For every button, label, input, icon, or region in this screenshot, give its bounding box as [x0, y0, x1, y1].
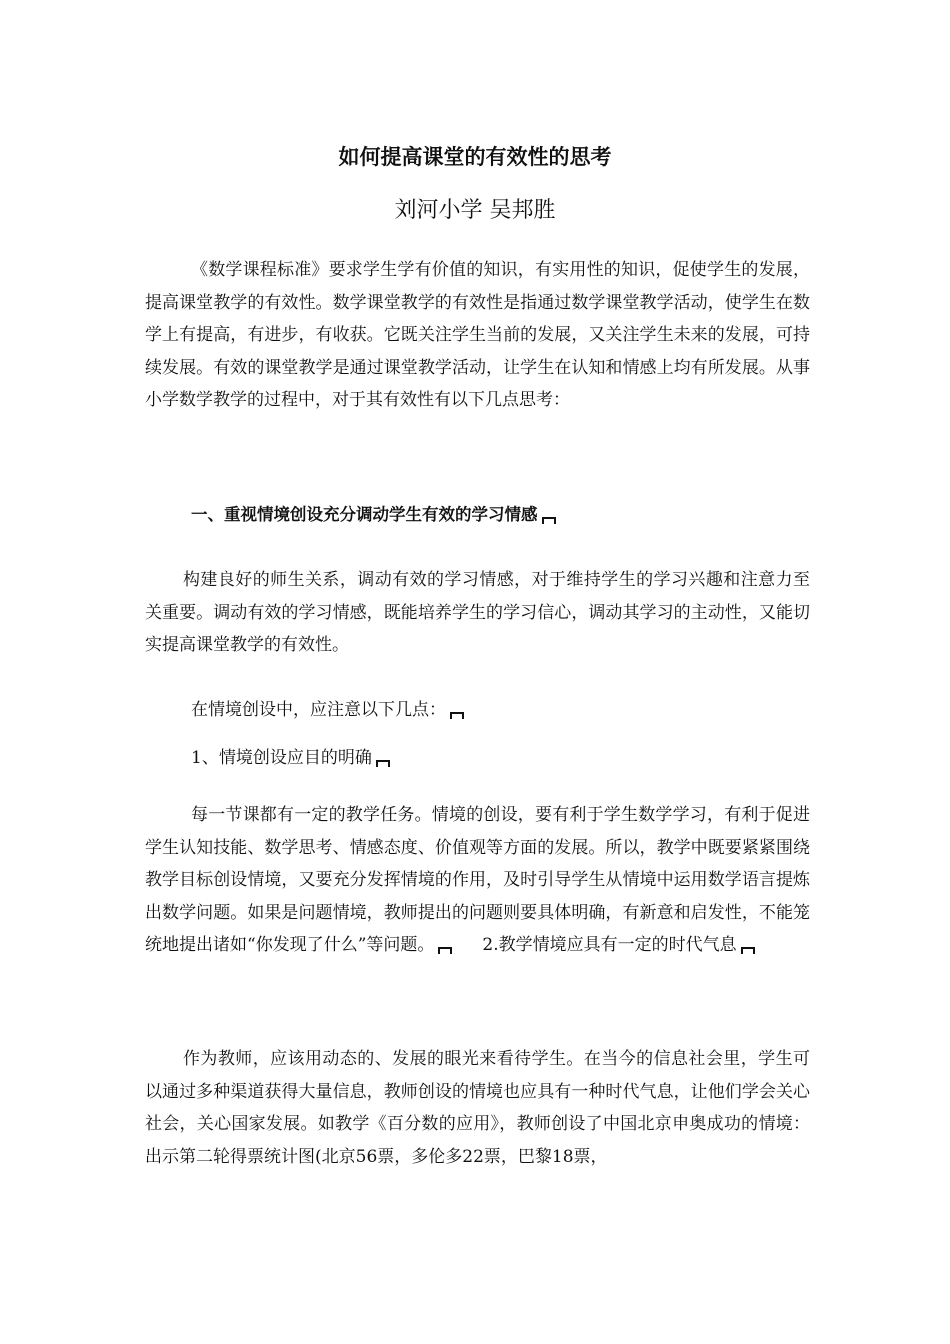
section1-paragraph-1 [145, 564, 810, 662]
point2-heading-text: 教学情境应具有一定的时代气息 [498, 935, 737, 955]
point2-number: 2. [482, 935, 499, 955]
document-author: 刘河小学 吴邦胜 [394, 198, 556, 223]
point1-heading [145, 742, 810, 775]
point1-paragraph [145, 799, 810, 962]
intro-text: 《数学课程标准》要求学生学有价值的知识，有实用性的知识，促使学生的发展，提高课堂教学的有效性。数学课堂教学的有效性是指通过数学课堂教学活动，使学生在数学上有提高，有进步，有收获。它既关注学生当前的发展，又关注学生未来的发展，可持续发展。有效的课堂教学是通过课堂教学活动，让学生在认知和情感上均有所发展。从事小学数学教学的过程中，对于其有效性有以下几点思考： [145, 260, 810, 410]
paragraph-mark-icon [438, 947, 452, 954]
section1-p2-text: 在情境创设中，应注意以下几点： [191, 700, 446, 720]
paragraph-mark-icon [542, 517, 556, 524]
point1-body-text: 每一节课都有一定的教学任务。情境的创设，要有利于学生数学学习，有利于促进学生认知技能、数学思考、情感态度、价值观等方面的发展。所以，教学中既要紧紧围绕教学目标创设情境，又要充分发挥情境的作用，及时引导学生从情境中运用数学语言提炼出数学问题。如果是问题情境，教师提出的问题则要具体明确，有新意和启发性，不能笼统地提出诸如“你发现了什么”等问题。 [145, 805, 810, 955]
section1-p1-text: 构建良好的师生关系，调动有效的学习情感，对于维持学生的学习兴趣和注意力至关重要。调动有效的学习情感，既能培养学生的学习信心，调动其学习的主动性，又能切实提高课堂教学的有效性。 [145, 570, 810, 655]
section1-heading-text: 一、重视情境创设充分调动学生有效的学习情感 [191, 505, 538, 524]
paragraph-mark-icon [450, 712, 464, 719]
paragraph-mark-icon [376, 760, 390, 767]
paragraph-mark-icon [741, 947, 755, 954]
point2-body-text: 作为教师，应该用动态的、发展的眼光来看待学生。在当今的信息社会里，学生可以通过多种渠道获得大量信息，教师创设的情境也应具有一种时代气息，让他们学会关心社会，关心国家发展。如教学《百分数的应用》，教师创设了中国北京申奥成功的情境：出示第二轮得票统计图(北京56票，多伦多22票，巴黎18票， [145, 1049, 810, 1167]
section1-paragraph-2 [145, 694, 810, 727]
point2-paragraph [145, 1043, 810, 1173]
intro-paragraph [145, 254, 810, 417]
point1-heading-text: 1、情境创设应目的明确 [191, 748, 372, 768]
section1-heading [145, 499, 810, 532]
document-title: 如何提高课堂的有效性的思考 [338, 144, 612, 169]
